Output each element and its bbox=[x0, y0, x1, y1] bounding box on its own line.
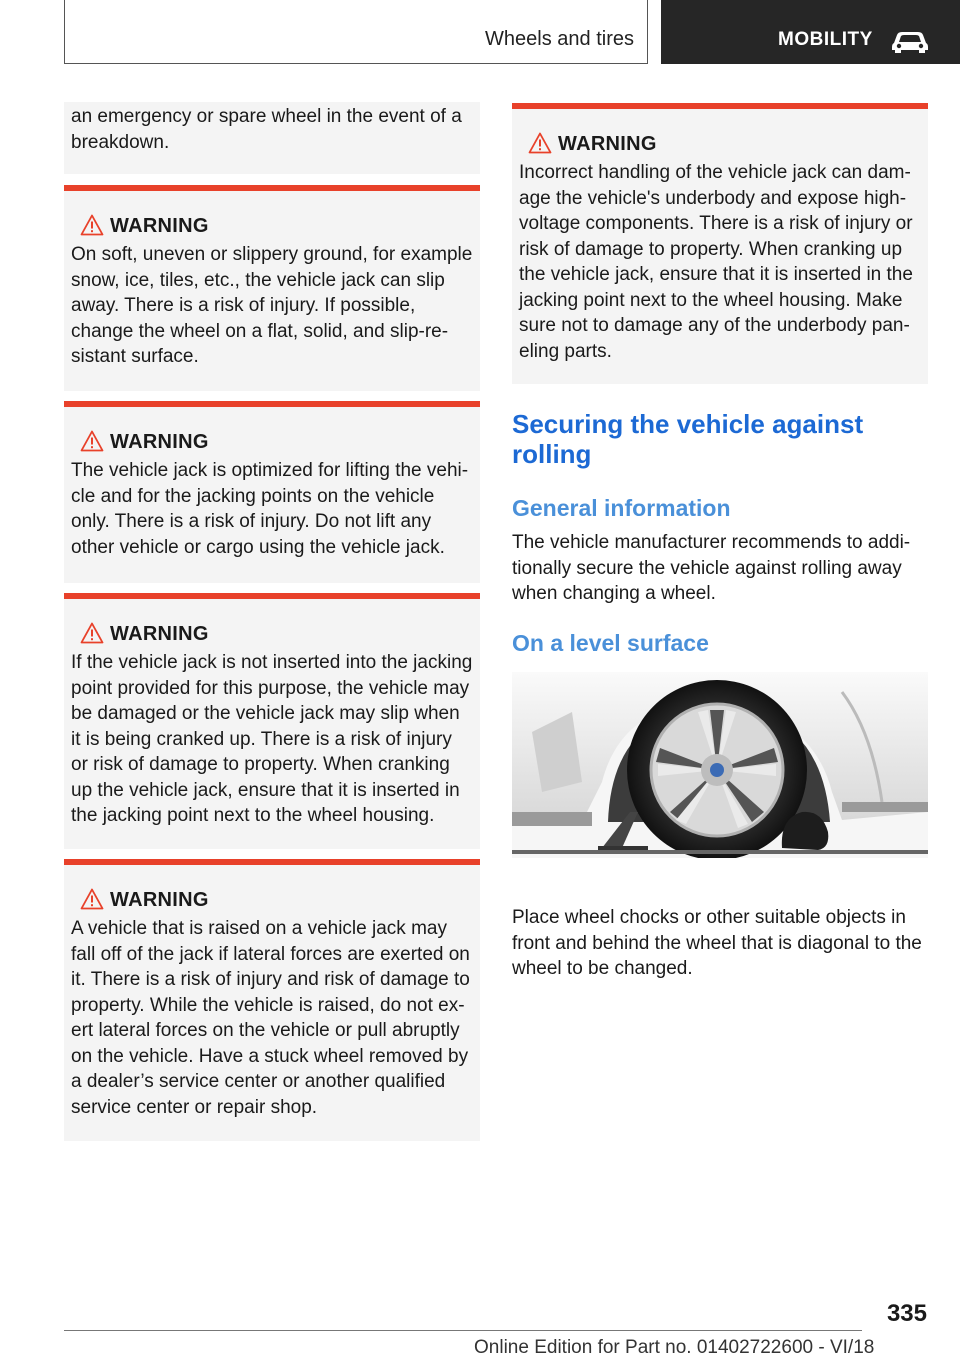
warning-triangle-icon bbox=[80, 430, 104, 452]
warning-box-3 bbox=[64, 593, 480, 849]
warning-box-4 bbox=[64, 859, 480, 1141]
warning-text: The vehicle jack is optimized for lifting the vehi‐ cle and for the jacking points on the vehicle only. There is a risk of injury. Do not lift any other vehicle or cargo using the vehicle jack. bbox=[71, 460, 469, 558]
wheel-chock-illustration bbox=[512, 672, 928, 858]
warning-title: WARNING bbox=[71, 621, 473, 648]
warning-triangle-icon bbox=[528, 132, 552, 154]
warning-box-2 bbox=[64, 401, 480, 583]
level-surface-text: Place wheel chocks or other suitable objects in front and behind the wheel that is diagonal to the wheel to be changed. bbox=[512, 907, 922, 979]
warning-title: WARNING bbox=[71, 887, 473, 914]
general-information-text: The vehicle manufacturer recommends to addi‐ tionally secure the vehicle against rolling away when changing a wheel. bbox=[512, 532, 911, 604]
warning-text: On soft, uneven or slippery ground, for example snow, ice, tiles, etc., the vehicle jack can slip away. There is a risk of injury. If possible, change the wheel on a flat, solid, and slip-re‐ sistant surface. bbox=[71, 244, 473, 367]
warning-title: WARNING bbox=[519, 131, 921, 158]
warning-title: WARNING bbox=[71, 429, 473, 456]
warning-text: A vehicle that is raised on a vehicle jack may fall off of the jack if lateral forces are exerted on it. There is a risk of injury and risk of damage to property. While the vehicle is raised, do not ex‐ ert lateral forces on the vehicle or pull abruptly on the vehicle. Have a stuck wheel removed by a dealer’s service center or another qualified service center or repair shop. bbox=[71, 918, 470, 1118]
car-icon bbox=[890, 27, 930, 58]
warning-box-5 bbox=[512, 103, 928, 384]
footer-edition: Online Edition for Part no. 01402722600 - VI/18 bbox=[474, 1337, 875, 1358]
section-heading: Securing the vehicle against rolling bbox=[512, 409, 864, 469]
continued-text-box bbox=[64, 102, 480, 174]
footer-divider bbox=[64, 1330, 862, 1331]
subheading-level-surface: On a level surface bbox=[512, 630, 709, 656]
warning-text: Incorrect handling of the vehicle jack can dam‐ age the vehicle's underbody and expose high- voltage components. There is a risk of injury or risk of damage to property. When cranking up the vehicle jack, ensure that it is inserted in the jacking point next to the wheel housing. Make sure not to damage any of the underbody pan‐ eling parts. bbox=[519, 162, 913, 362]
continued-text: an emergency or spare wheel in the event of a breakdown. bbox=[71, 106, 462, 153]
page-number: 335 bbox=[886, 1300, 927, 1327]
header-chapter-title: MOBILITY bbox=[778, 29, 873, 50]
subheading-general-information: General information bbox=[512, 495, 731, 521]
warning-title: WARNING bbox=[71, 213, 473, 240]
warning-triangle-icon bbox=[80, 214, 104, 236]
warning-triangle-icon bbox=[80, 622, 104, 644]
warning-triangle-icon bbox=[80, 888, 104, 910]
header-section-title: Wheels and tires bbox=[485, 28, 634, 50]
warning-text: If the vehicle jack is not inserted into the jacking point provided for this purpose, the vehicle may be damaged or the vehicle jack may slip when it is being cranked up. There is a risk of injury or risk of damage to property. When cranking up the vehicle jack, ensure that it is inserted in the jacking point next to the wheel housing. bbox=[71, 652, 473, 826]
header-chapter-tab bbox=[661, 0, 960, 64]
warning-box-1 bbox=[64, 185, 480, 391]
